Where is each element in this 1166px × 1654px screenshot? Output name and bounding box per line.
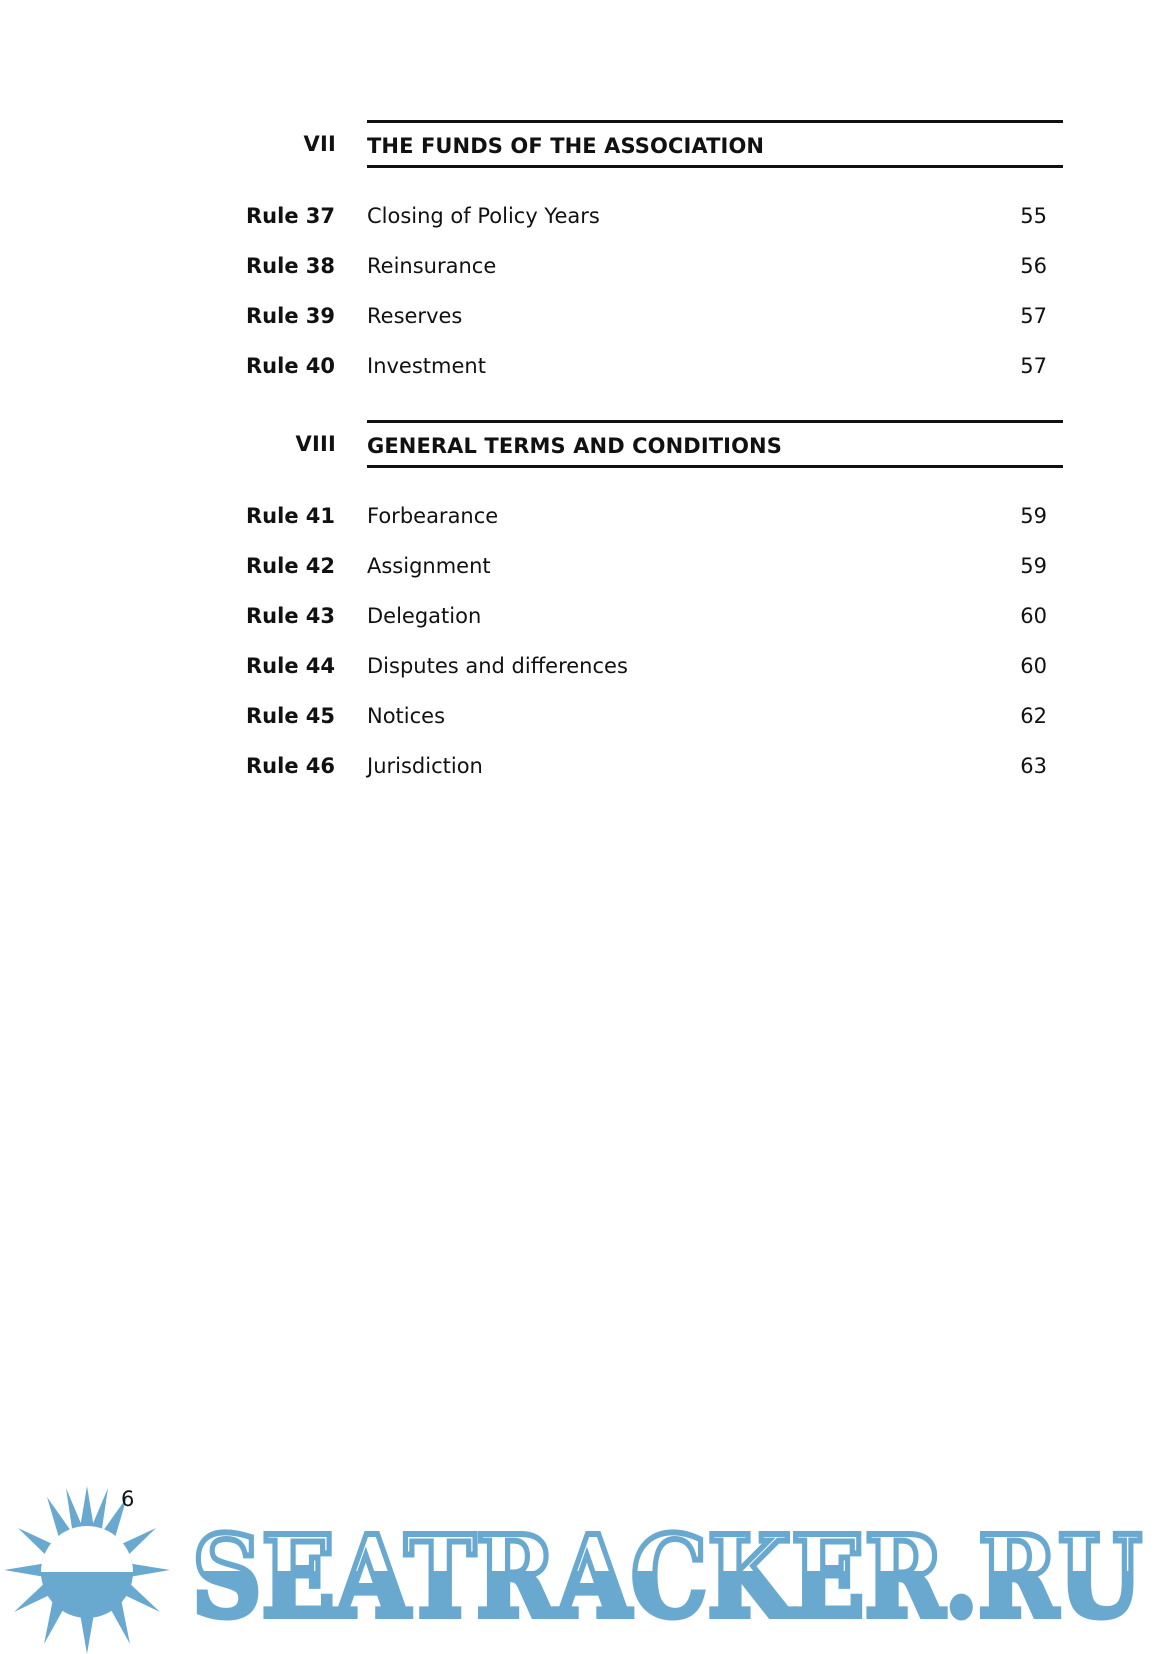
rule-label: Rule (246, 754, 299, 778)
rule-number: 45 (305, 704, 335, 728)
entry-page-number: 60 (1020, 604, 1047, 628)
entry-page-number: 60 (1020, 654, 1047, 678)
section-numeral: VII (303, 132, 336, 156)
rule-number: 42 (305, 554, 335, 578)
entry-title[interactable]: Delegation (367, 604, 482, 628)
section-header-viii (0, 420, 1166, 472)
rule-label: Rule (246, 254, 299, 278)
toc-row[interactable] (0, 599, 1166, 639)
toc-row[interactable] (0, 749, 1166, 789)
watermark-wordmark (184, 1512, 1150, 1627)
section-title-box (367, 420, 1063, 468)
rule-label: Rule (246, 604, 299, 628)
entry-title[interactable]: Investment (367, 354, 486, 378)
entry-title[interactable]: Closing of Policy Years (367, 204, 600, 228)
rule-number: 39 (305, 304, 335, 328)
section-header-vii (0, 120, 1166, 172)
toc-row[interactable] (0, 699, 1166, 739)
sun-logo-icon (0, 1478, 175, 1654)
section-title: THE FUNDS OF THE ASSOCIATION (367, 134, 765, 158)
entry-title[interactable]: Notices (367, 704, 446, 728)
entry-page-number: 59 (1020, 554, 1047, 578)
rule-number: 40 (305, 354, 335, 378)
toc-row[interactable] (0, 199, 1166, 239)
entry-page-number: 57 (1020, 304, 1047, 328)
entry-title[interactable]: Reserves (367, 304, 463, 328)
toc-row[interactable] (0, 349, 1166, 389)
entry-title[interactable]: Reinsurance (367, 254, 497, 278)
rule-label: Rule (246, 354, 299, 378)
entry-page-number: 56 (1020, 254, 1047, 278)
rule-label: Rule (246, 554, 299, 578)
rule-label: Rule (246, 704, 299, 728)
toc-row[interactable] (0, 549, 1166, 589)
entry-page-number: 57 (1020, 354, 1047, 378)
entry-title[interactable]: Jurisdiction (367, 754, 483, 778)
section-numeral: VIII (295, 432, 336, 456)
entry-title[interactable]: Disputes and differences (367, 654, 628, 678)
entry-title[interactable]: Assignment (367, 554, 491, 578)
rule-number: 37 (305, 204, 335, 228)
entry-title[interactable]: Forbearance (367, 504, 499, 528)
rule-label: Rule (246, 504, 299, 528)
rule-label: Rule (246, 204, 299, 228)
toc-row[interactable] (0, 499, 1166, 539)
toc-row[interactable] (0, 249, 1166, 289)
entry-page-number: 63 (1020, 754, 1047, 778)
rule-number: 38 (305, 254, 335, 278)
toc-row[interactable] (0, 299, 1166, 339)
rule-number: 43 (305, 604, 335, 628)
section-title-box (367, 120, 1063, 168)
entry-page-number: 59 (1020, 504, 1047, 528)
section-title: GENERAL TERMS AND CONDITIONS (367, 434, 782, 458)
page-number: 6 (121, 1487, 135, 1511)
rule-label: Rule (246, 304, 299, 328)
entry-page-number: 55 (1020, 204, 1047, 228)
rule-number: 46 (305, 754, 335, 778)
entry-page-number: 62 (1020, 704, 1047, 728)
rule-label: Rule (246, 654, 299, 678)
rule-number: 44 (305, 654, 335, 678)
toc-row[interactable] (0, 649, 1166, 689)
watermark-text: SEATRACKER.RU (192, 1512, 1142, 1627)
rule-number: 41 (305, 504, 335, 528)
